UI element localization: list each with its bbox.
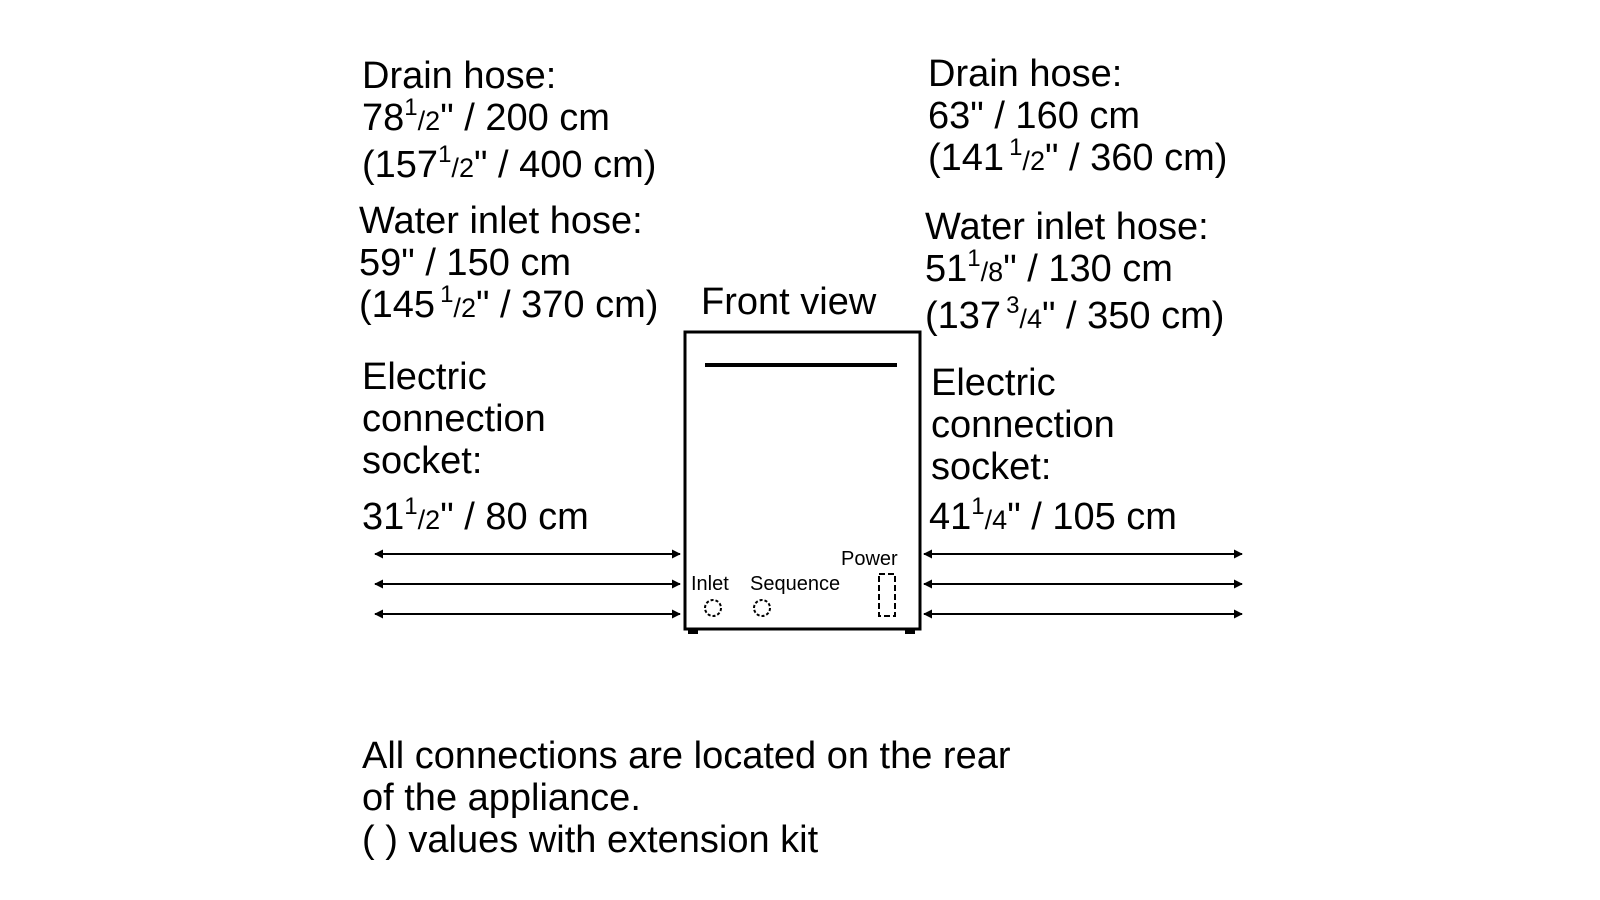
right-drain-value: 63" / 160 cm xyxy=(928,95,1141,137)
connection-notes xyxy=(362,735,1011,861)
left-inlet-title: Water inlet hose: xyxy=(359,200,643,242)
note-line3: ( ) values with extension kit xyxy=(362,819,819,861)
left-electric-line3: socket: xyxy=(362,440,483,482)
note-line2: of the appliance. xyxy=(362,777,641,819)
right-inlet-ext-value: (137 $^3$/4" / 350 cm) xyxy=(925,292,1225,337)
right-inlet-title: Water inlet hose: xyxy=(925,206,1209,248)
note-line1: All connections are located on the rear xyxy=(362,735,1011,777)
left-water-inlet-spec xyxy=(359,200,658,331)
sequence-connector-icon xyxy=(754,600,770,616)
left-drain-value: $78^1/2$" / 200 cm xyxy=(362,94,610,139)
right-drain-title: Drain hose: xyxy=(928,53,1123,95)
right-electric-line3: socket: xyxy=(931,446,1052,488)
right-drain-ext-value: (141 $^1$/2" / 360 cm) xyxy=(928,134,1228,179)
sequence-label: Sequence xyxy=(750,573,841,595)
inlet-label: Inlet xyxy=(691,573,729,595)
right-water-inlet-spec xyxy=(925,206,1224,342)
right-electric-line1: Electric xyxy=(931,362,1056,404)
inlet-connector-icon xyxy=(705,600,721,616)
power-label: Power xyxy=(841,548,898,570)
appliance-foot-right xyxy=(905,629,915,634)
right-electric-value: $41^1/4$" / 105 cm xyxy=(929,493,1177,538)
left-inlet-ext-value: (145 $^1$/2" / 370 cm) xyxy=(359,281,659,326)
left-drain-title: Drain hose: xyxy=(362,55,557,97)
right-electric-line2: connection xyxy=(931,404,1115,446)
left-electric-line1: Electric xyxy=(362,356,487,398)
front-view-label: Front view xyxy=(701,281,877,323)
left-drain-ext-value: ($157^1/2$" / 400 cm) xyxy=(362,141,657,186)
left-drain-hose-spec xyxy=(362,55,656,191)
left-electric-line2: connection xyxy=(362,398,546,440)
power-connector-icon xyxy=(879,574,895,616)
left-electric-socket-spec xyxy=(362,356,546,482)
right-drain-hose-spec xyxy=(928,53,1227,184)
left-inlet-value: 59" / 150 cm xyxy=(359,242,572,284)
left-electric-value: $31^1/2$" / 80 cm xyxy=(362,493,589,538)
right-inlet-value: $51^1/8$" / 130 cm xyxy=(925,245,1173,290)
right-electric-socket-spec xyxy=(931,362,1115,488)
appliance-foot-left xyxy=(688,629,698,634)
